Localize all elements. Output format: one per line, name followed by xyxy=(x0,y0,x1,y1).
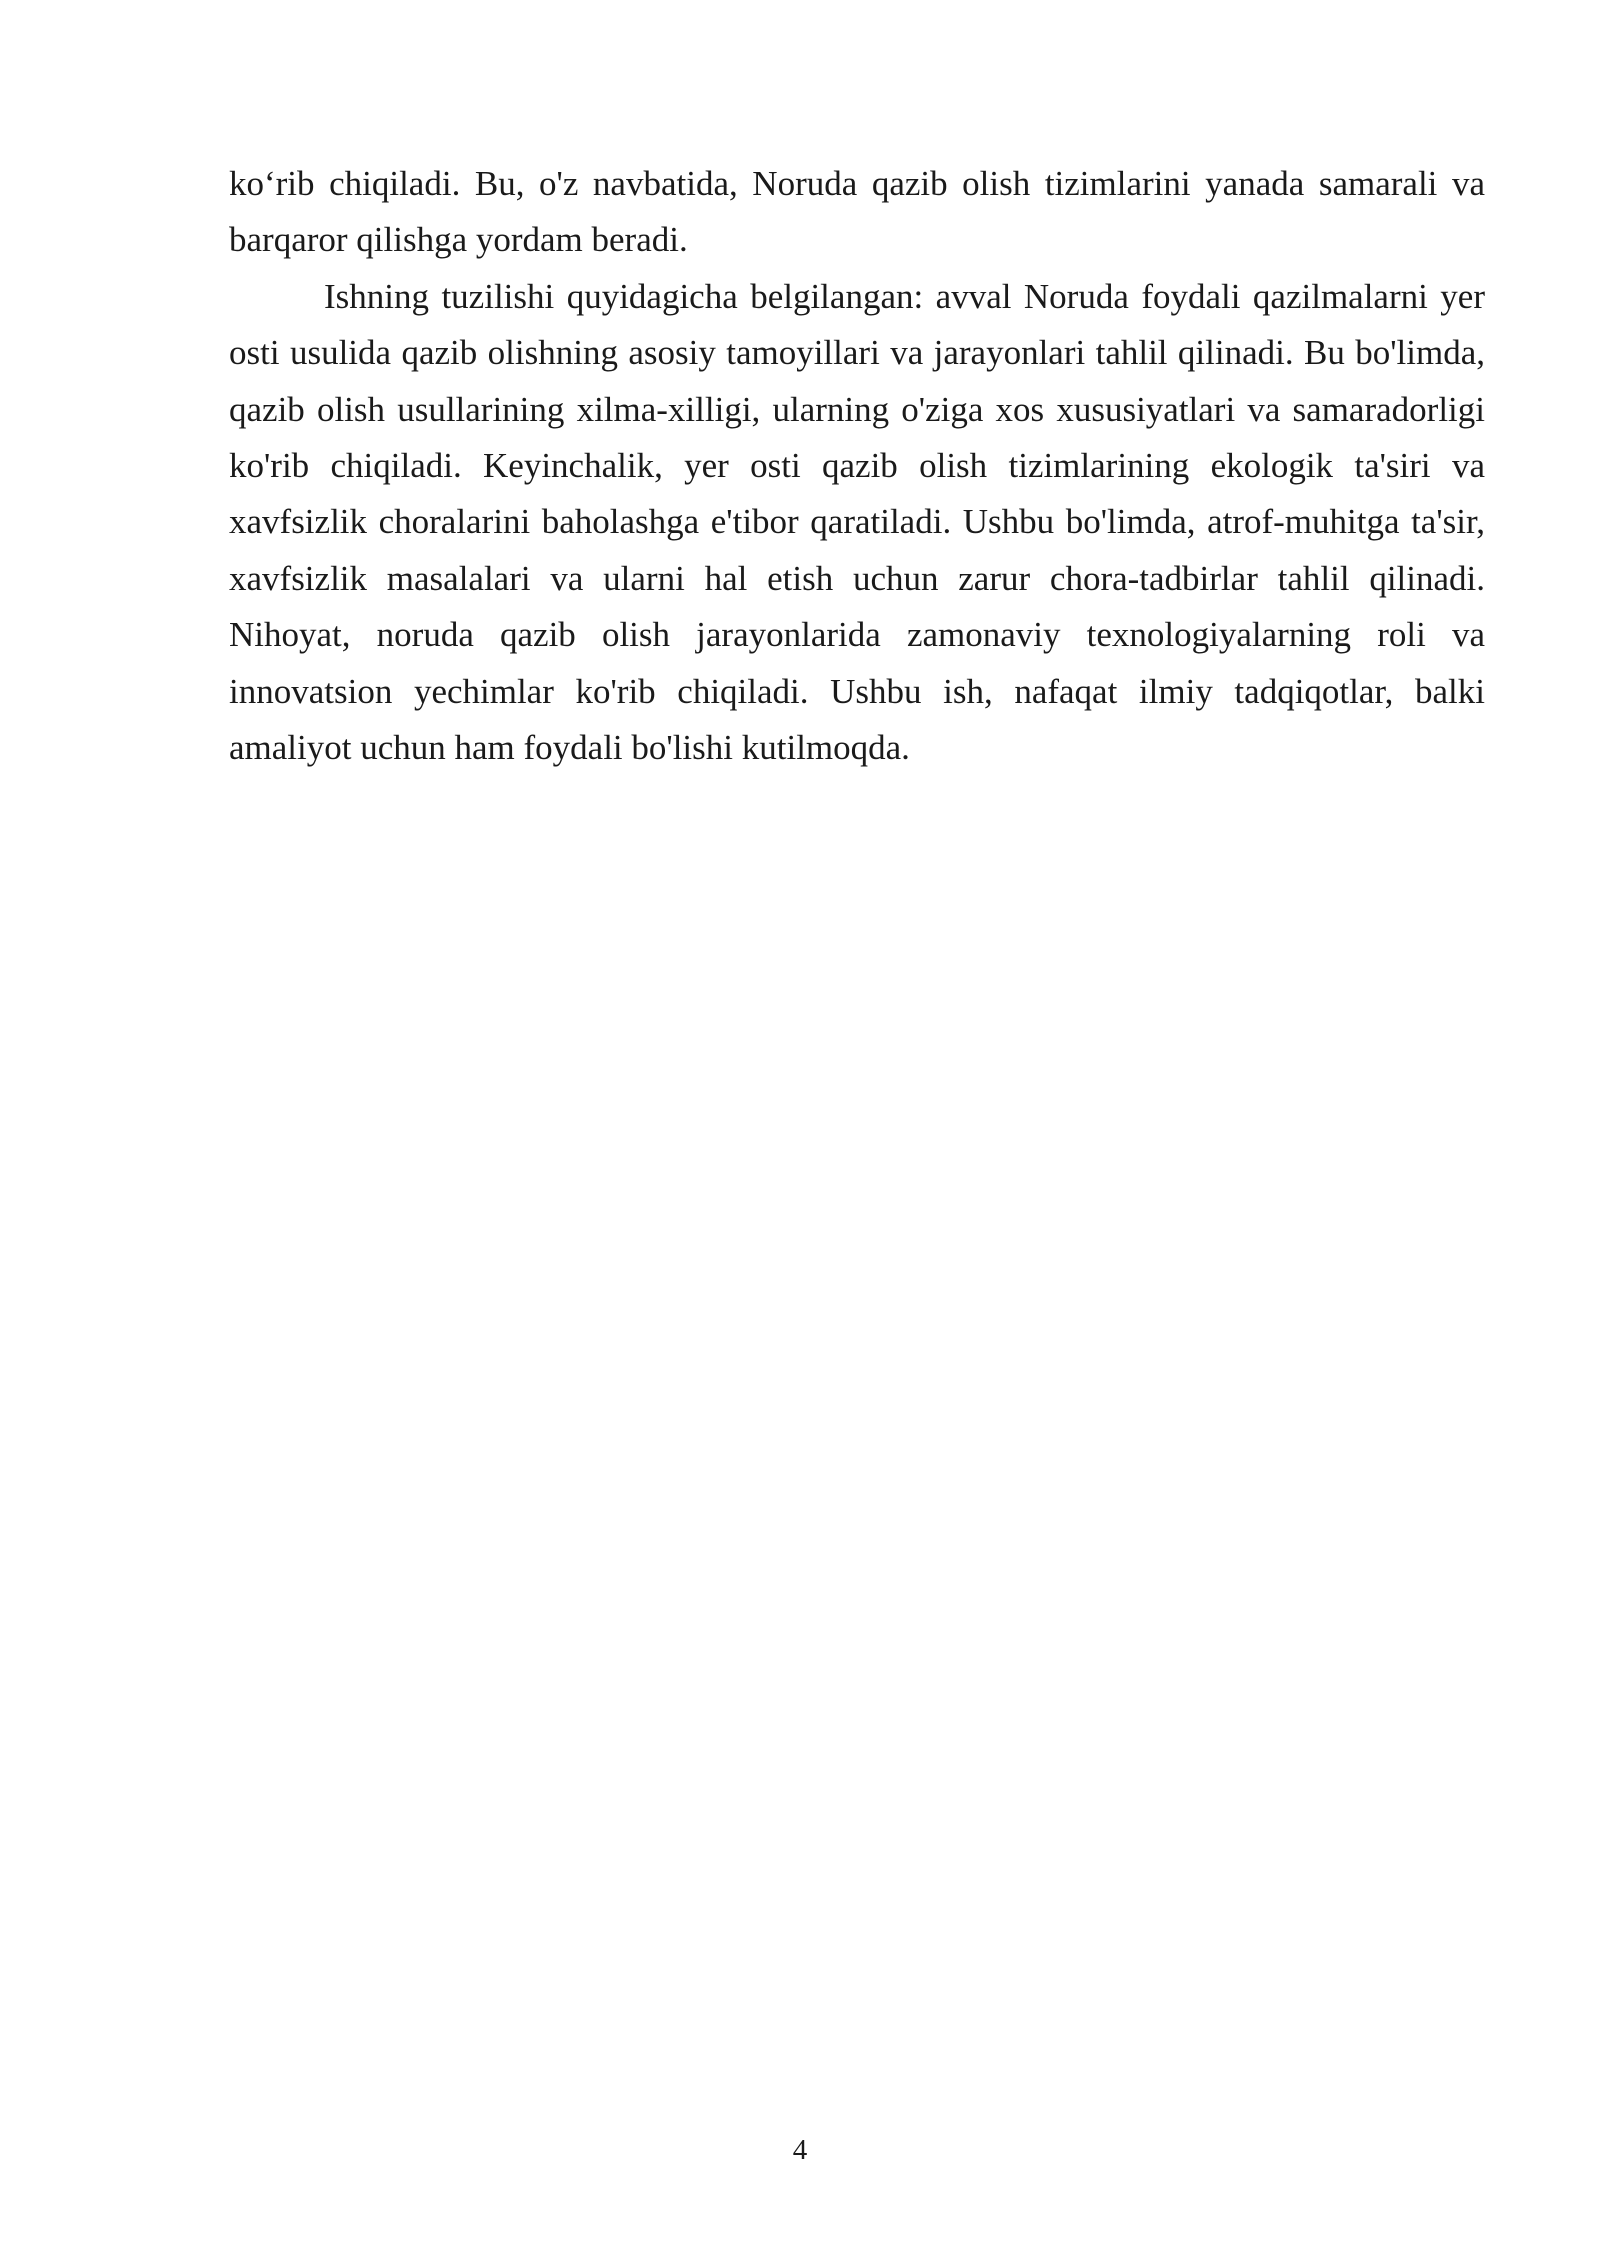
paragraph-structure: Ishning tuzilishi quyidagicha belgilangan: avval Noruda foydali qazilmalarni yer osti usulida qazib olishning asosiy tamoyillari va jarayonlari tahlil qilinadi. Bu bo'limda, qazib olish usullarining xilma-xilligi, ularning o'ziga xos xususiyatlari va samaradorligi ko'rib chiqiladi. Keyinchalik, yer osti qazib olish tizimlarining ekologik ta'siri va xavfsizlik choralarini baholashga e'tibor qaratiladi. Ushbu bo'limda, atrof-muhitga ta'sir, xavfsizlik masalalari va ularni hal etish uchun zarur chora-tadbirlar tahlil qilinadi. Nihoyat, noruda qazib olish jarayonlarida zamonaviy texnologiyalarning roli va innovatsion yechimlar ko'rib chiqiladi. Ushbu ish, nafaqat ilmiy tadqiqotlar, balki amaliyot uchun ham foydali bo'lishi kutilmoqda. xyxy=(229,276,1485,768)
page-number: 4 xyxy=(792,2134,808,2166)
paragraph-continuation: ko‘rib chiqiladi. Bu, o'z navbatida, Noruda qazib olish tizimlarini yanada samarali va barqaror qilishga yordam beradi. xyxy=(229,164,1485,260)
body-text xyxy=(229,156,1485,776)
